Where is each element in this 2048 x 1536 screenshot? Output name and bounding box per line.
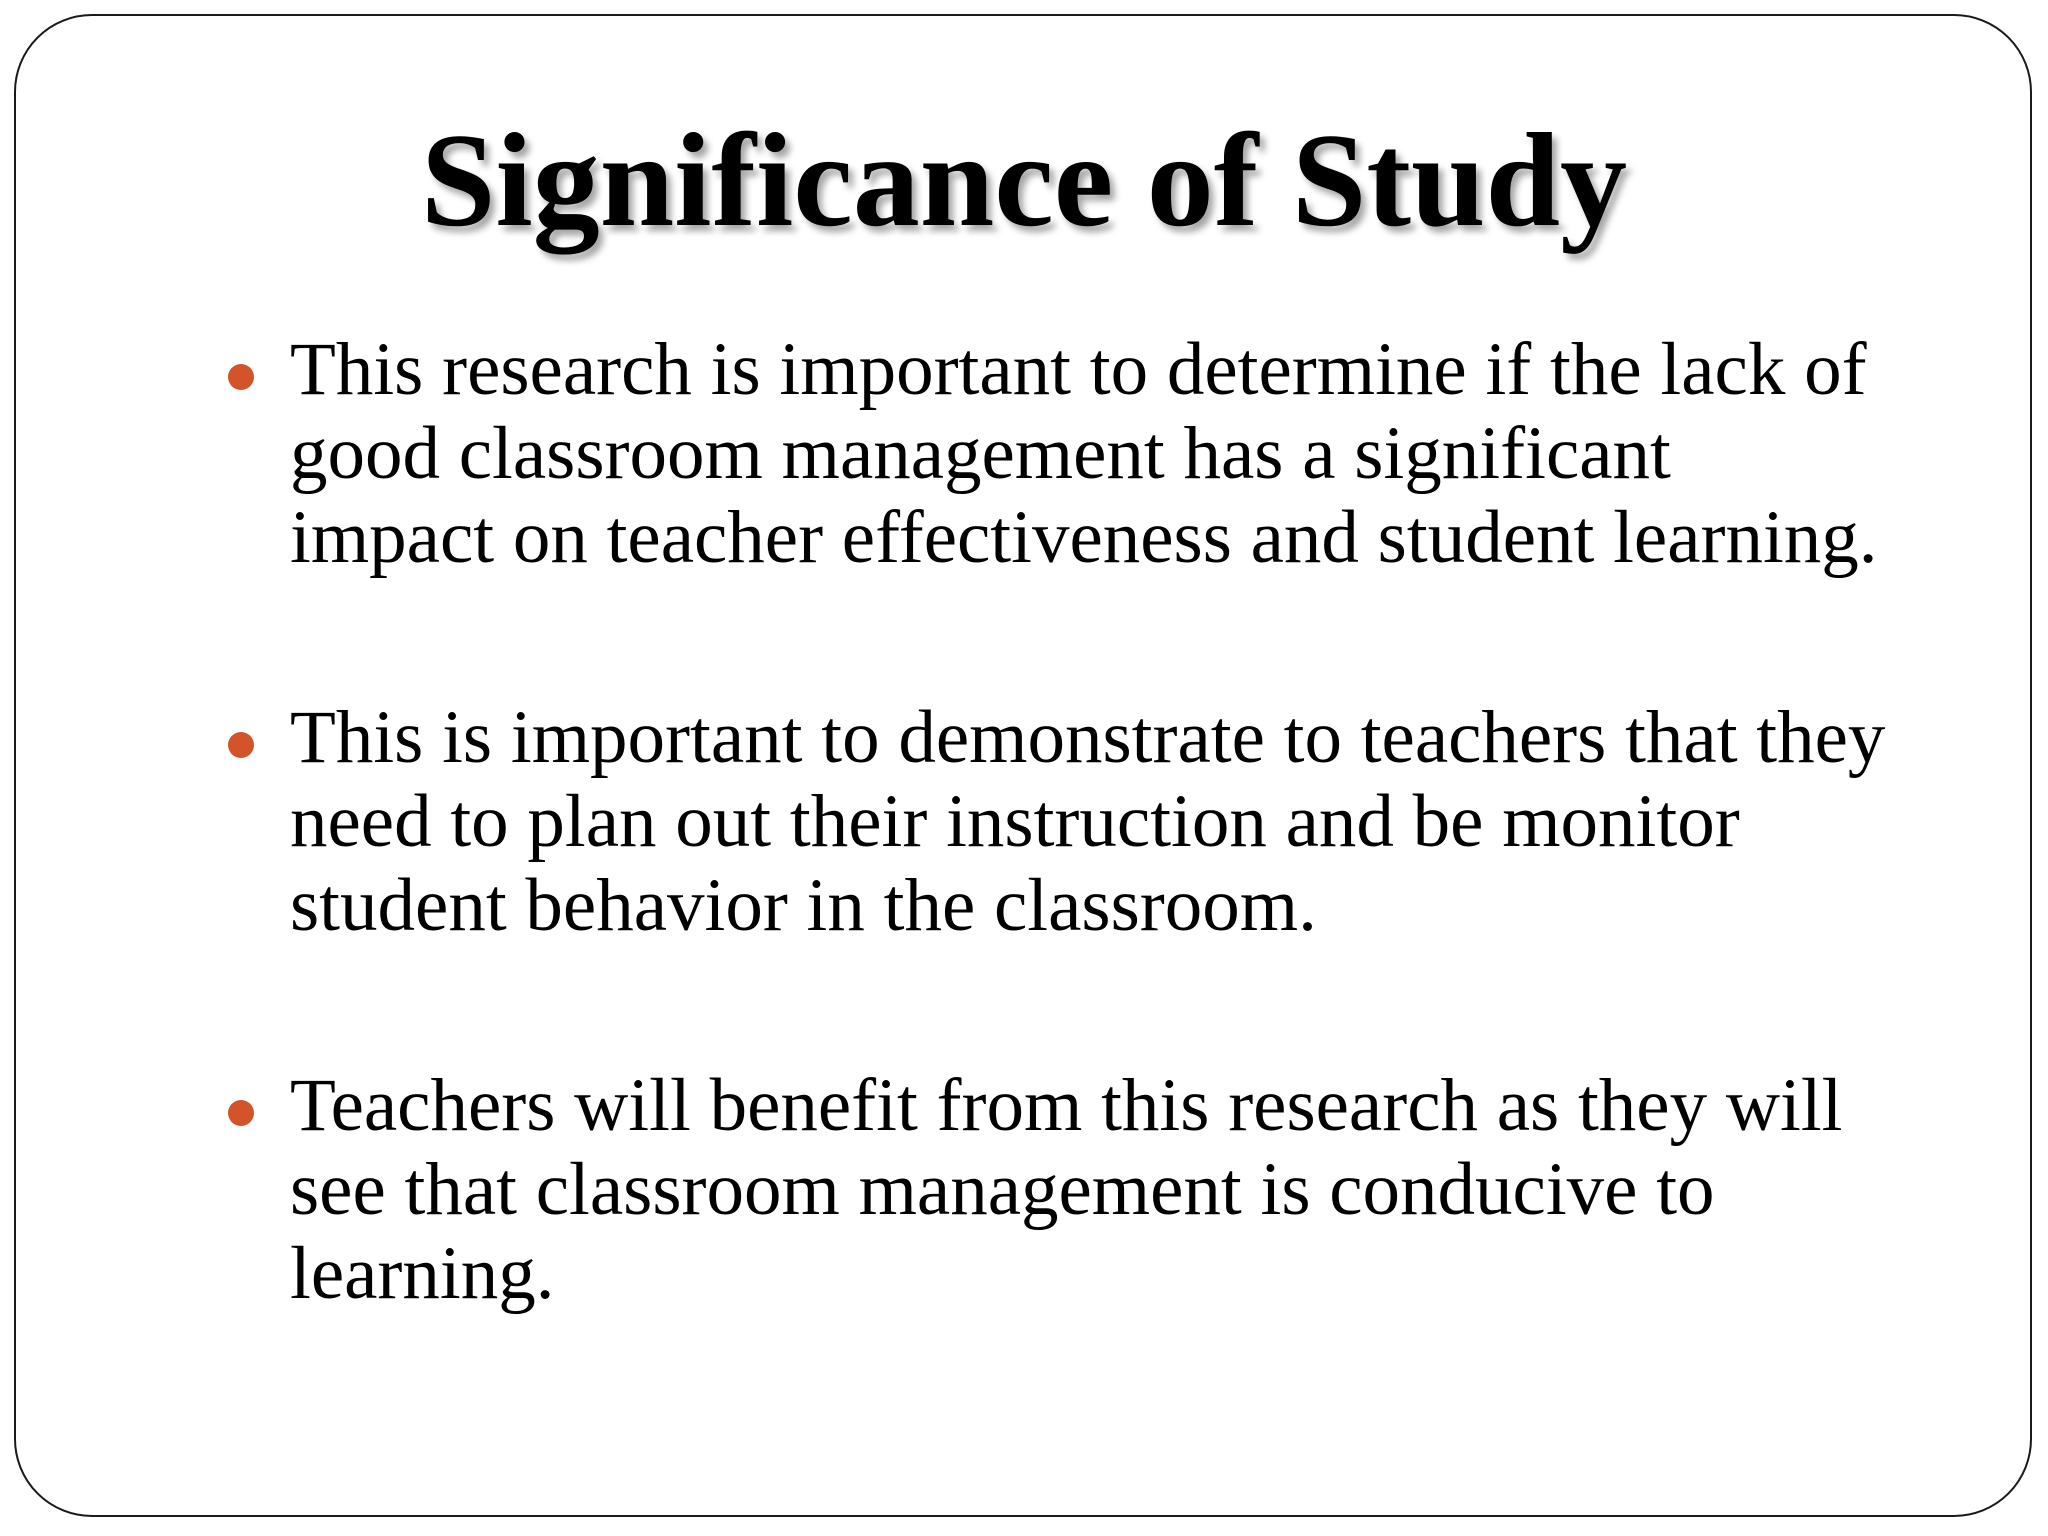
bullet-line: Teachers will benefit from this research as they will xyxy=(290,1064,1843,1147)
bullet-line: good classroom management has a significant xyxy=(290,412,1671,495)
bullet-line: see that classroom management is conducive to xyxy=(290,1148,1715,1231)
bullet-line: student behavior in the classroom. xyxy=(290,864,1317,947)
bullet-item xyxy=(220,1064,1960,1316)
bullet-line: learning. xyxy=(290,1232,555,1315)
bullet-line: This research is important to determine if the lack of xyxy=(290,328,1867,411)
bullet-list xyxy=(220,328,1960,1432)
bullet-line: impact on teacher effectiveness and student learning. xyxy=(290,496,1878,579)
bullet-dot-icon xyxy=(228,1100,254,1126)
bullet-line: need to plan out their instruction and be monitor xyxy=(290,780,1740,863)
bullet-dot-icon xyxy=(228,732,254,758)
bullet-line: This is important to demonstrate to teachers that they xyxy=(290,696,1886,779)
slide-title: Significance of Study xyxy=(420,106,1628,254)
bullet-dot-icon xyxy=(228,364,254,390)
bullet-item xyxy=(220,328,1960,580)
bullet-item xyxy=(220,696,1960,948)
